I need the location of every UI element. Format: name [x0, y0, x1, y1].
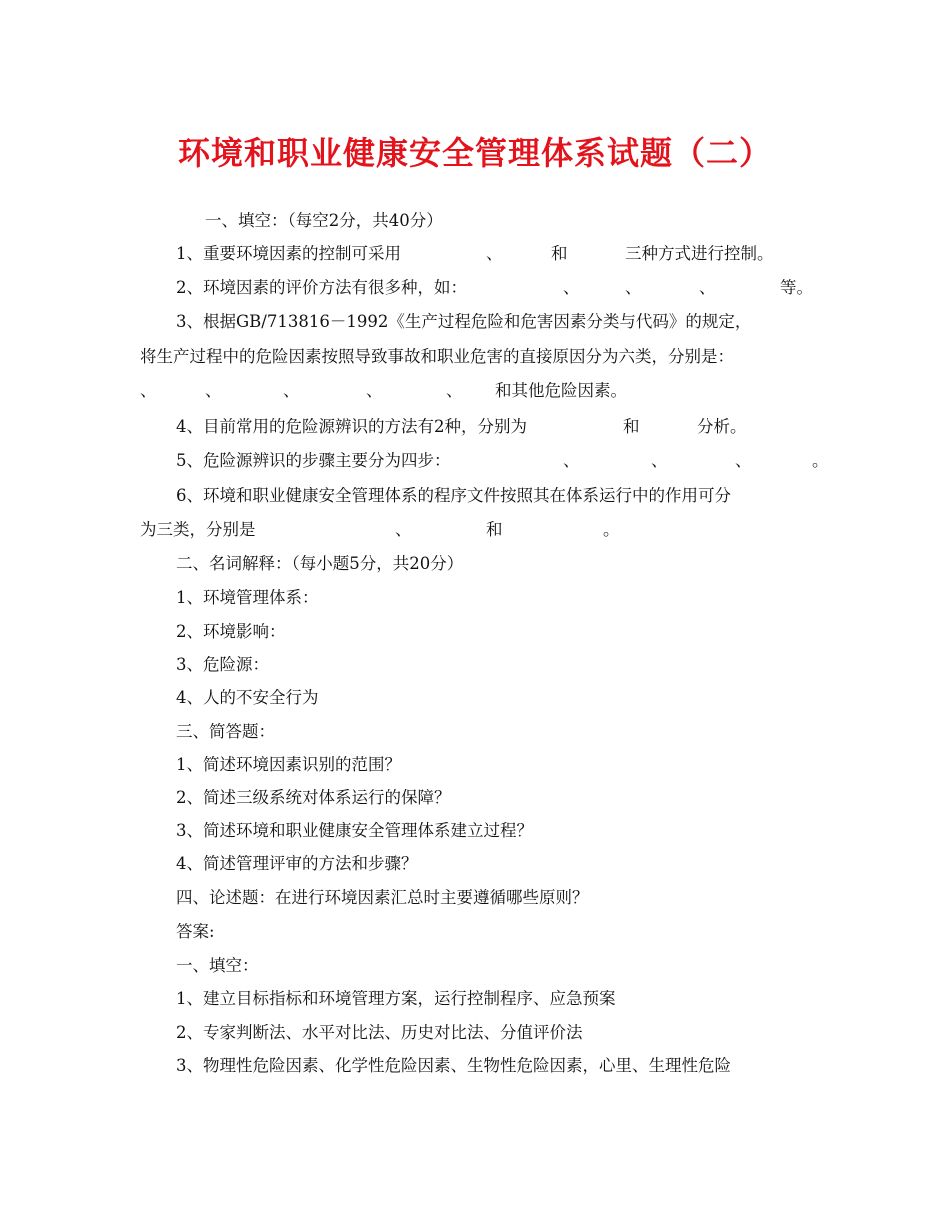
q5-sep2: 、	[651, 451, 668, 470]
q6-line2: 为三类，分别是	[140, 520, 256, 539]
section3-item: 2、简述三级系统对体系运行的保障？	[176, 788, 451, 807]
q5-tail: 。	[812, 451, 829, 470]
section3-heading: 三、简答题：	[176, 722, 275, 741]
section2-heading: 二、名词解释：（每小题5分，共20分）	[176, 554, 464, 573]
answers-heading: 答案:	[176, 922, 215, 941]
q1-sep1: 、	[486, 244, 503, 263]
answer-item: 2、专家判断法、水平对比法、历史对比法、分值评价法	[176, 1023, 583, 1042]
section3-item: 3、简述环境和职业健康安全管理体系建立过程？	[176, 821, 533, 840]
q3-line2: 将生产过程中的危险因素按照导致事故和职业危害的直接原因分为六类，分别是：	[140, 347, 734, 366]
q3-tail: 和其他危险因素。	[495, 381, 627, 400]
q2-text: 2、环境因素的评价方法有很多种，如：	[176, 278, 467, 297]
q1-text: 1、重要环境因素的控制可采用	[176, 244, 401, 263]
q3-line1: 3、根据GB/713816－1992《生产过程危险和危害因素分类与代码》的规定，	[176, 312, 752, 331]
section3-item: 1、简述环境因素识别的范围？	[176, 755, 401, 774]
answer-item: 1、建立目标指标和环境管理方案，运行控制程序、应急预案	[176, 989, 616, 1008]
q6-line1: 6、环境和职业健康安全管理体系的程序文件按照其在体系运行中的作用可分	[176, 486, 731, 505]
q3-sep1: 、	[140, 381, 157, 400]
page-title: 环境和职业健康安全管理体系试题（二）	[177, 134, 772, 172]
section2-item: 1、环境管理体系：	[176, 588, 319, 607]
q5-text: 5、危险源辨识的步骤主要分为四步：	[176, 451, 451, 470]
section2-item: 2、环境影响：	[176, 622, 286, 641]
answer-item: 3、物理性危险因素、化学性危险因素、生物性危险因素，心里、生理性危险	[176, 1056, 731, 1075]
q1-sep2: 和	[551, 244, 568, 263]
q4-text: 4、目前常用的危险源辨识的方法有2种，分别为	[176, 417, 527, 436]
q1-tail: 三种方式进行控制。	[625, 244, 774, 263]
q5-sep3: 、	[735, 451, 752, 470]
q3-sep4: 、	[366, 381, 383, 400]
section3-item: 4、简述管理评审的方法和步骤？	[176, 854, 418, 873]
section1-heading: 一、填空：（每空2分，共40分）	[205, 211, 443, 230]
q3-sep3: 、	[283, 381, 300, 400]
section2-item: 3、危险源：	[176, 655, 269, 674]
q3-sep2: 、	[205, 381, 222, 400]
section4-heading: 四、论述题：在进行环境因素汇总时主要遵循哪些原则？	[176, 888, 589, 907]
q4-tail: 分析。	[697, 417, 747, 436]
q2-sep3: 、	[699, 278, 716, 297]
q2-sep2: 、	[625, 278, 642, 297]
q6-tail: 。	[603, 520, 620, 539]
q3-sep5: 、	[446, 381, 463, 400]
section2-item: 4、人的不安全行为	[176, 688, 319, 707]
q6-sep1: 、	[395, 520, 412, 539]
q2-sep1: 、	[563, 278, 580, 297]
answers-subheading: 一、填空：	[176, 956, 259, 975]
q2-tail: 等。	[780, 278, 813, 297]
q4-sep1: 和	[623, 417, 640, 436]
q6-sep2: 和	[486, 520, 503, 539]
q5-sep1: 、	[563, 451, 580, 470]
